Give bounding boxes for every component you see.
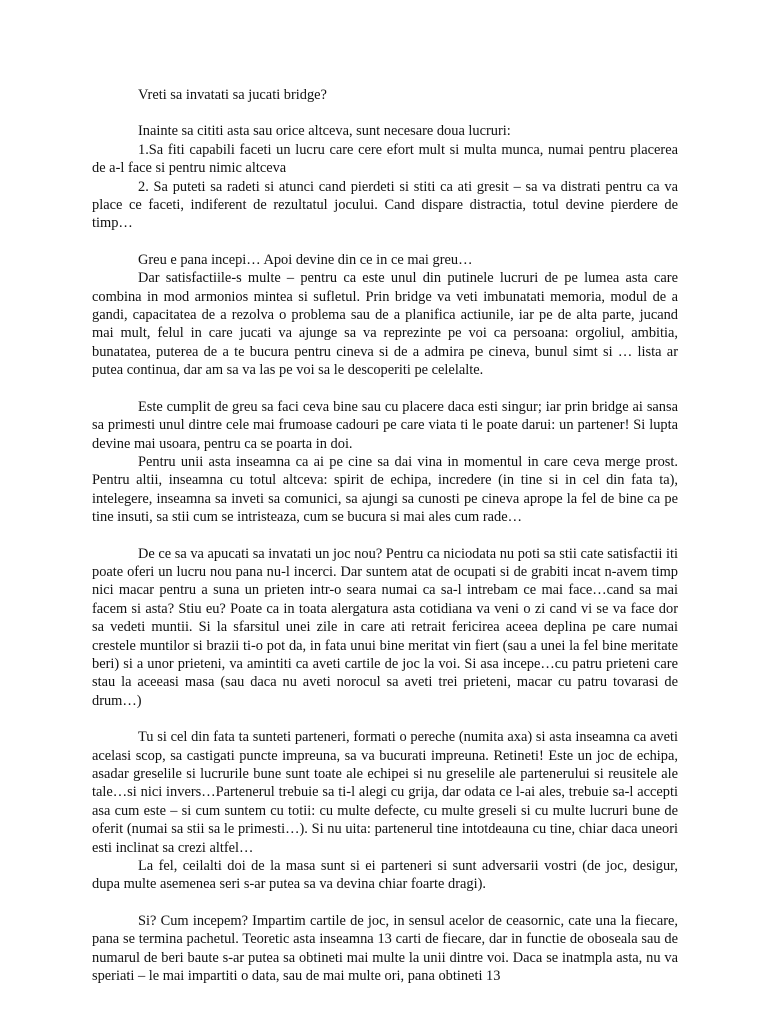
paragraph: Pentru unii asta inseamna ca ai pe cine sa dai vina in momentul in care ceva merge prost. Pentru altii, inseamna cu totul altceva: spirit de echipa, incredere (in tine si in cel din fata ta), intelegere, inseamna sa inveti sa comunici, sa ajungi sa cunosti pe cineva aprope la fel de bine ca pe tine insuti, sa stii cum se intristeaza, cum se bucura si mai ales cum rade… — [92, 453, 678, 526]
document-title: Vreti sa invatati sa jucati bridge? — [138, 87, 327, 103]
paragraph: Si? Cum incepem? Impartim cartile de joc, in sensul acelor de ceasornic, cate una la fiecare, pana se termina pachetul. Teoretic asta inseamna 13 carti de fiecare, dar in functie de oboseala sau de numarul de beri baute s-ar putea sa obtineti mai multe la unii dintre voi. Daca se inatmpla asta, nu va speriati – le mai impartiti o data, sau de mai multe ori, pana obtineti 13 — [92, 912, 678, 985]
paragraph: Inainte sa cititi asta sau orice altceva, sunt necesare doua lucruri: — [138, 123, 511, 140]
paragraph: 1.Sa fiti capabili faceti un lucru care cere efort mult si multa munca, numai pentru placerea de a-l face si pentru nimic altceva — [92, 141, 678, 177]
paragraph: Dar satisfactiile-s multe – pentru ca este unul din putinele lucruri de pe lumea asta care combina in mod armonios mintea si sufletul. Prin bridge va veti imbunatati memoria, modul de a gandi, capacitatea de a rezolva o problema sau de a planifica actiunile, iar pe de alta parte, jucand mai mult, felul in care jucati va ajunge sa va reprezinte pe voi ca persoana: orgoliul, ambitia, bunatatea, puterea de a te bucura pentru cineva si de a admira pe cineva, bunul simt si … lista ar putea continua, dar am sa va las pe voi sa le descoperiti pe celelalte. — [92, 270, 678, 379]
paragraph: Greu e pana incepi… Apoi devine din ce in ce mai greu… — [138, 251, 473, 268]
paragraph: 2. Sa puteti sa radeti si atunci cand pierdeti si stiti ca ati gresit – sa va distrati pentru ca va place ce faceti, indiferent de rezultatul jocului. Cand dispare distractia, totul devine pierdere de timp… — [92, 178, 678, 232]
paragraph: La fel, ceilalti doi de la masa sunt si ei parteneri si sunt adversarii vostri (de joc, desigur, dupa multe asemenea seri s-ar putea sa va devina chiar foarte dragi). — [92, 858, 678, 893]
paragraph: De ce sa va apucati sa invatati un joc nou? Pentru ca niciodata nu poti sa stii cate satisfactii iti poate oferi un lucru nou pana nu-l incerci. Dar suntem atat de ocupati si de grabiti incat n-avem timp nici macar pentru a suna un prieten intr-o seara numai ca sa-l intrebam ce mai face…cand sa mai facem si asta? Stiu eu? Poate ca in toata alergatura asta cotidiana va veni o zi cand vi se va face dor sa vedeti muntii. Si la sfarsitul unei zile in care ati retrait fericirea aceea deplina pe care numai crestele muntilor si brazii ti-o pot da, in fata unui bine meritat vin fiert (sau a unei la fel bine meritate beri) si a unor prieteni, va amintiti ca aveti cartile de joc la voi. Si asa incepe…cu patru prieteni care stau la aceeasi masa (sau daca nu aveti norocul sa aveti trei prieteni, macar cu patru tovarasi de drum…) — [92, 545, 678, 709]
paragraph: Este cumplit de greu sa faci ceva bine sau cu placere daca esti singur; iar prin bridge ai sansa sa primesti unul dintre cele mai frumoase cadouri pe care viata ti le poate darui: un partener! Si lupta devine mai usoara, pentru ca se poarta in doi. — [92, 398, 678, 452]
paragraph: Tu si cel din fata ta sunteti parteneri, formati o pereche (numita axa) si asta inseamna ca aveti acelasi scop, sa castigati puncte impreuna, sa va bucurati impreuna. Retineti! Este un joc de echipa, asadar greselile si lucrurile bune sunt toate ale echipei si nu greselile ale partenerului si reusitele ale tale…si nici invers…Partenerul trebuie sa ti-l alegi cu grija, dar odata ce l-ai ales, trebuie sa-l accepti asa cum este – si cum suntem cu totii: cu multe defecte, cu multe greseli si cu multe lucruri bune de oferit (numai sa stii sa le primesti…). Si nu uita: partenerul tine intotdeauna cu tine, chiar daca uneori esti inclinat sa crezi altfel… — [92, 729, 678, 856]
document-body — [92, 86, 678, 985]
